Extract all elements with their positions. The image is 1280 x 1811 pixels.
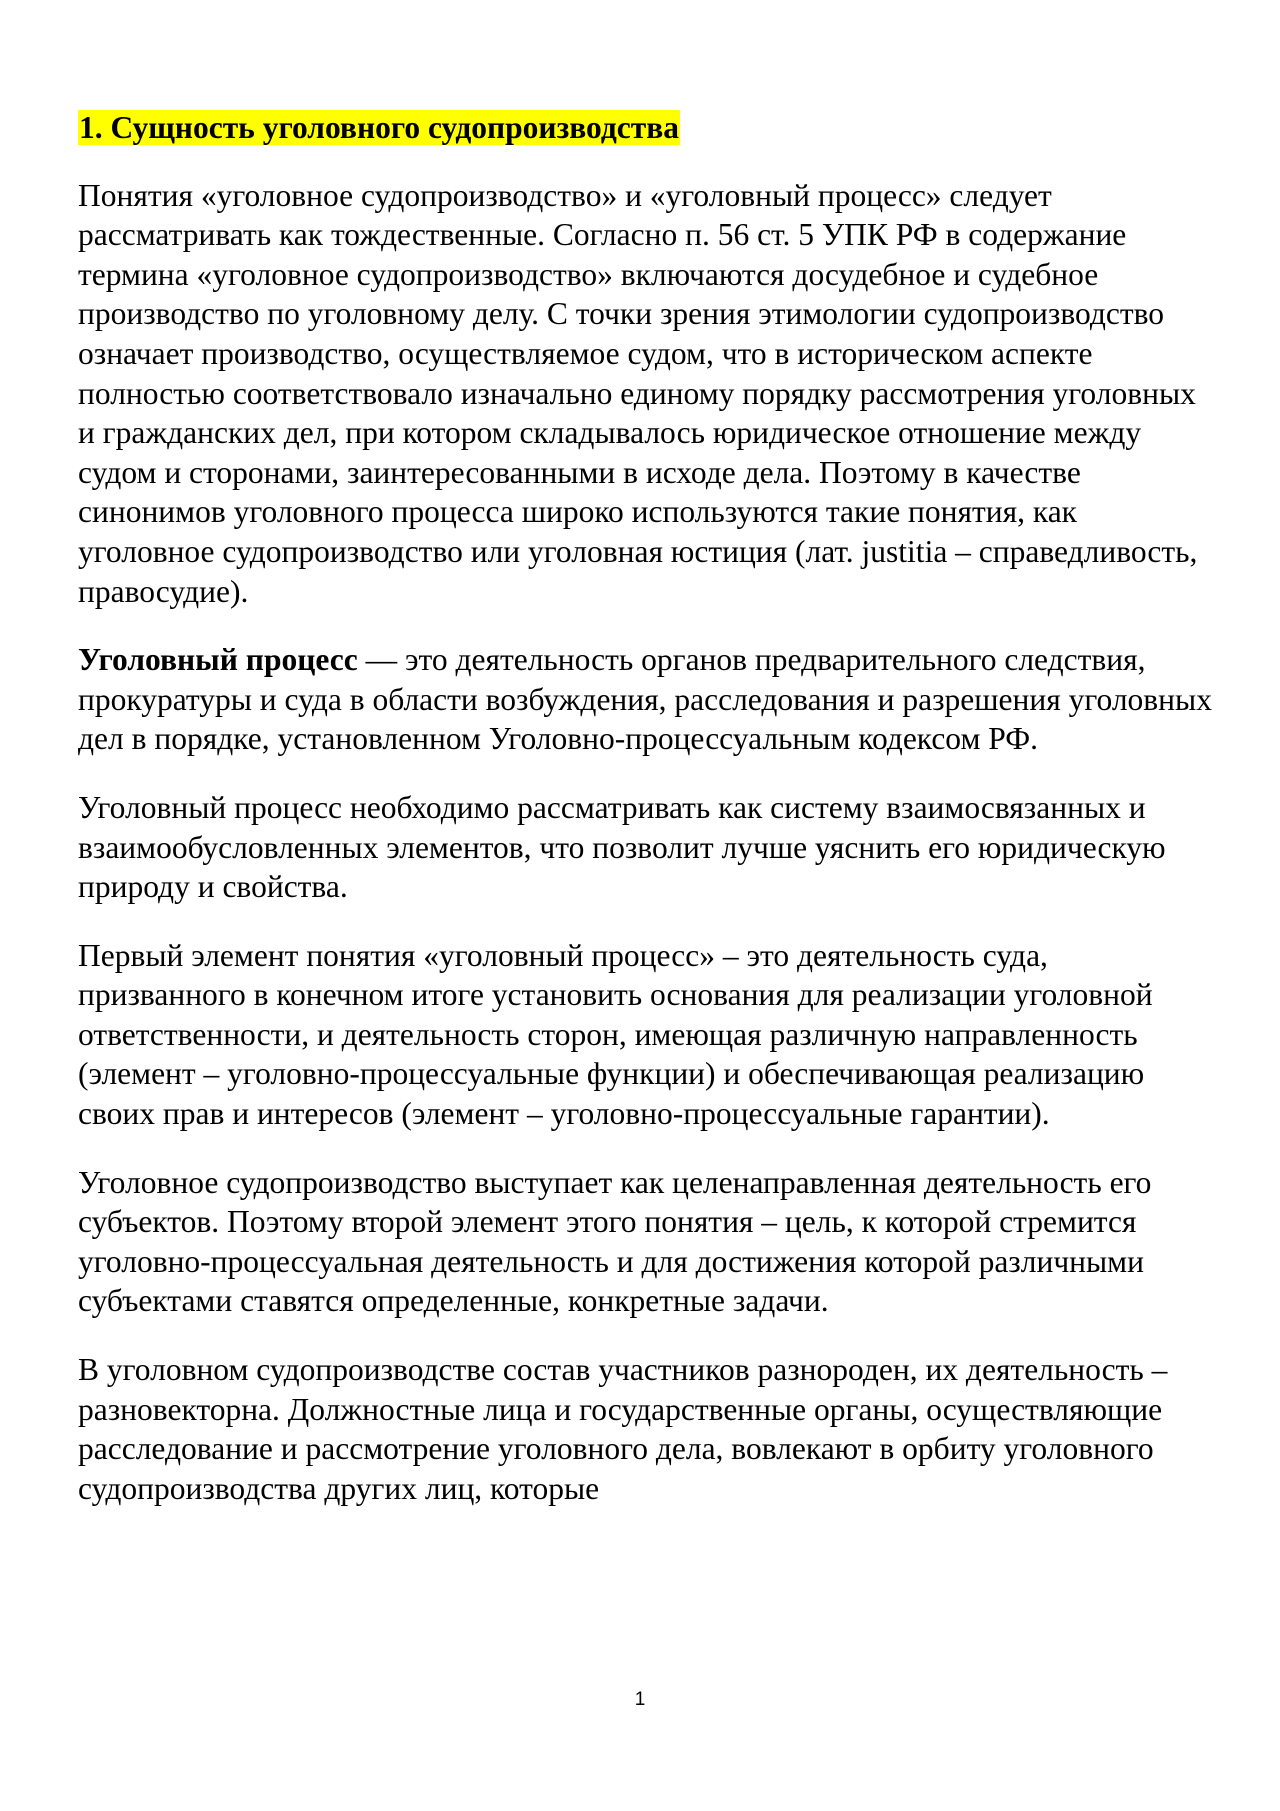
paragraph-4 (78, 936, 1212, 1134)
paragraph-2 (78, 640, 1212, 759)
paragraph-4-text: Первый элемент понятия «уголовный процесс» – это деятельность суда, призванного в конечном итоге установить основания для реализации уголовной ответственности, и деятельность сторон, имеющая различную направленность (элемент – уголовно-процессуальные функции) и обеспечивающая реализацию своих прав и интересов (элемент – уголовно-процессуальные гарантии). (78, 937, 1153, 1132)
paragraph-6-text: В уголовном судопроизводстве состав участников разнороден, их деятельность – разновекторна. Должностные лица и государственные органы, осуществляющие расследование и рассмотрение уголовного дела, вовлекают в орбиту уголовного судопроизводства других лиц, которые (78, 1352, 1168, 1506)
paragraph-3-text: Уголовный процесс необходимо рассматривать как систему взаимосвязанных и взаимообусловленных элементов, что позволит лучше уяснить его юридическую природу и свойства. (78, 789, 1166, 905)
paragraph-2-text: — это деятельность органов предварительного следствия, прокуратуры и суда в области возбуждения, расследования и разрешения уголовных дел в порядке, установленном Уголовно-процессуальным кодексом РФ. (78, 642, 1212, 757)
paragraph-1 (78, 176, 1212, 612)
paragraph-3 (78, 788, 1212, 907)
paragraph-5-text: Уголовное судопроизводство выступает как целенаправленная деятельность его субъектов. Поэтому второй элемент этого понятия – цель, к которой стремится уголовно-процессуальная деятельность и для достижения которой различными субъектами ставятся определенные, конкретные задачи. (78, 1164, 1152, 1319)
heading-highlight: 1. Сущность уголовного судопроизводства (79, 110, 680, 145)
paragraph-5 (78, 1163, 1212, 1321)
section-heading (78, 108, 1212, 148)
document-body (78, 108, 1212, 1537)
paragraph-2-term: Уголовный процесс (78, 642, 358, 678)
paragraph-1-text: Понятия «уголовное судопроизводство» и «уголовный процесс» следует рассматривать как тождественные. Согласно п. 56 ст. 5 УПК РФ в содержание термина «уголовное судопроизводство» включаются досудебное и судебное производство по уголовному делу. С точки зрения этимологии судопроизводство означает производство, осуществляемое судом, что в историческом аспекте полностью соответствовало изначально единому порядку рассмотрения уголовных и гражданских дел, при котором складывалось юридическое отношение между судом и сторонами, заинтересованными в исходе дела. Поэтому в качестве синонимов уголовного процесса широко используются такие понятия, как уголовное судопроизводство или уголовная юстиция (лат. justitia – справедливость, правосудие). (78, 177, 1198, 609)
paragraph-6 (78, 1350, 1212, 1508)
page-number: 1 (634, 1689, 646, 1710)
